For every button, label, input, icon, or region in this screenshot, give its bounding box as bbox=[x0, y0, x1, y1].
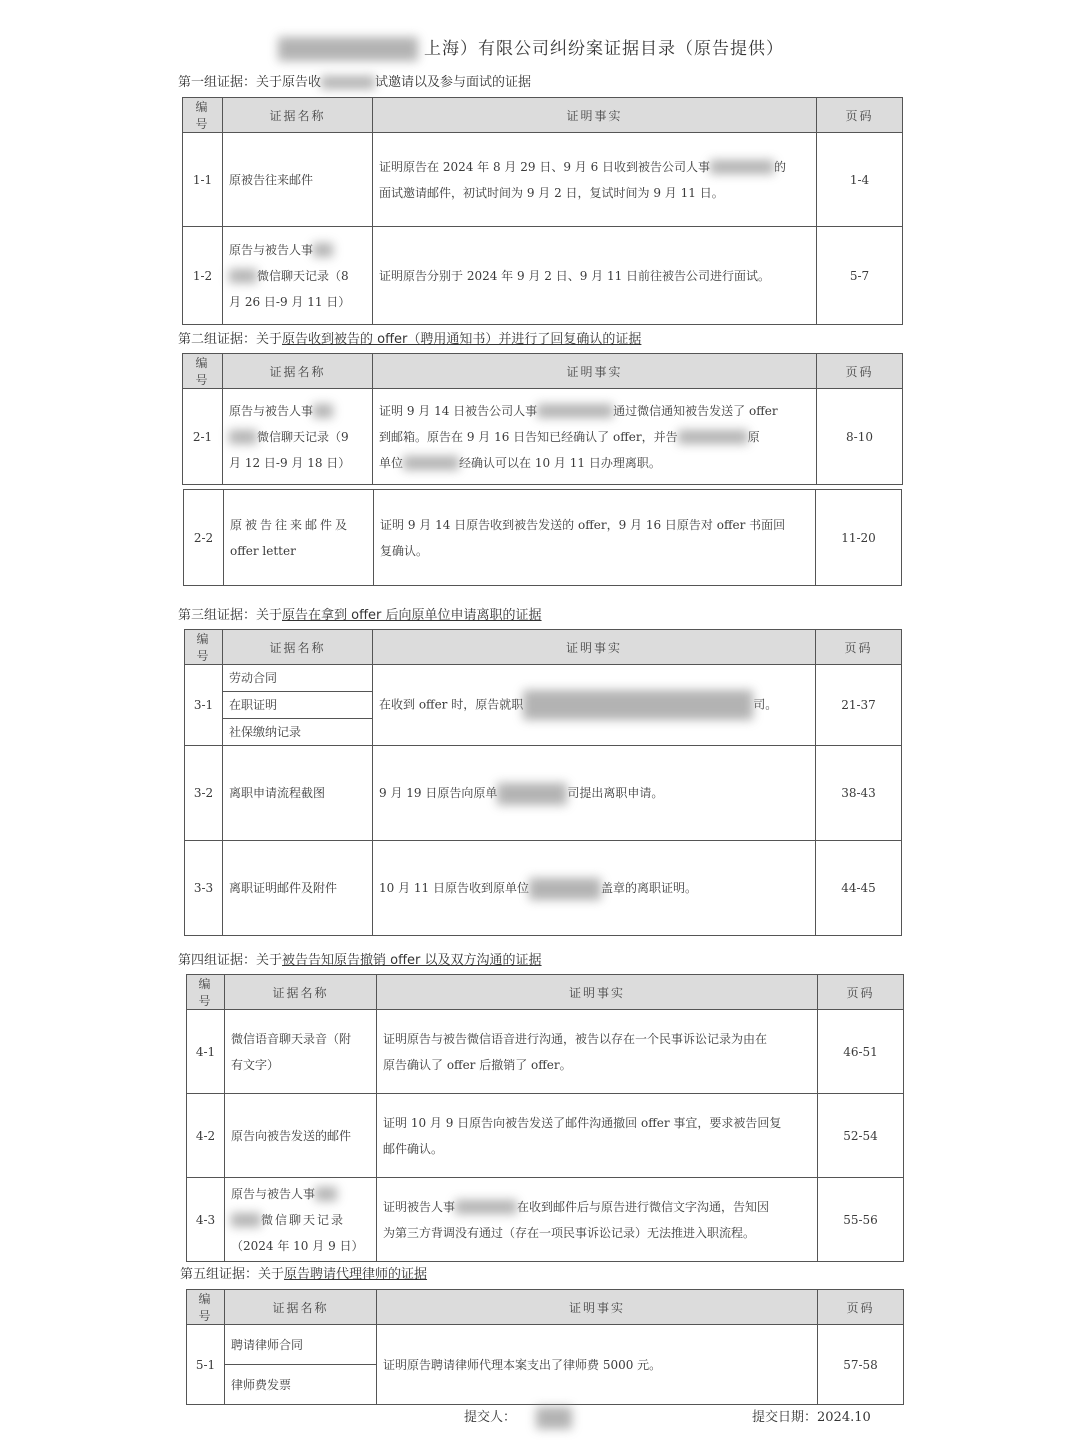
header-fact: 证明事实 bbox=[373, 98, 817, 133]
header-page: 页码 bbox=[817, 98, 903, 133]
table-row: 4-2 原告向被告发送的邮件 证明 10 月 9 日原告向被告发送了邮件沟通撤回 offer 事宜，要求被告回复 邮件确认。 52-54 bbox=[187, 1094, 904, 1178]
header-no: 编号 bbox=[183, 98, 223, 133]
group-4-heading: 第四组证据：关于被告告知原告撤销 offer 以及双方沟通的证据 bbox=[178, 953, 542, 968]
evidence-table-5: 编号 证据名称 证明事实 页码 5-1 聘请律师合同 证明原告聘请律师代理本案支出了律师费 5000 元。 57-58 律师费发票 bbox=[186, 1289, 904, 1405]
evidence-table-3: 编号 证据名称 证明事实 页码 3-1 劳动合同 在收到 offer 时，原告就职 司。 21-37 在职证明 社保缴纳记录 3-2 离职申请流程截图 9 月 19 日原告向原单 司提出离职申请。 38-43 3-3 离职证明邮件及附件 10 月 11 日原告收到原单位 盖章的离职证明。 44-45 bbox=[184, 629, 902, 936]
group-2-heading: 第二组证据：关于原告收到被告的 offer（聘用通知书）并进行了回复确认的证据 bbox=[178, 332, 642, 347]
evidence-table-2a: 编号 证据名称 证明事实 页码 2-1 原告与被告人事 微信聊天记录（9 月 12 日-9 月 18 日） 证明 9 月 14 日被告公司人事 通过微信通知被告发送了 offer 到邮箱。原告在 9 月 16 日告知已经确认了 offer，并告 原 单位 经确认可以在 10 月 11 日办理离职。 8-10 bbox=[182, 353, 903, 485]
table-row: 社保缴纳记录 bbox=[185, 719, 902, 746]
table-row: 4-3 原告与被告人事 微信聊天记录 （2024 年 10 月 9 日） 证明被告人事 在收到邮件后与原告进行微信文字沟通，告知因 为第三方背调没有通过（存在一项民事诉讼记录）无法推进入职流程。 55-56 bbox=[187, 1178, 904, 1262]
group-3-heading: 第三组证据：关于原告在拿到 offer 后向原单位申请离职的证据 bbox=[178, 608, 542, 623]
submit-date: 提交日期：2024.10 bbox=[752, 1410, 871, 1425]
table-row: 3-1 劳动合同 在收到 offer 时，原告就职 司。 21-37 bbox=[185, 665, 902, 692]
table-row: 1-1 原被告往来邮件 证明原告在 2024 年 8 月 29 日、9 月 6 日收到被告公司人事 的 面试邀请邮件，初试时间为 9 月 2 日，复试时间为 9 月 11 日。 1-4 bbox=[183, 133, 903, 227]
evidence-table-1 bbox=[182, 97, 903, 325]
table-row: 3-3 离职证明邮件及附件 10 月 11 日原告收到原单位 盖章的离职证明。 44-45 bbox=[185, 841, 902, 936]
document-title: 上海）有限公司纠纷案证据目录（原告提供） bbox=[180, 34, 960, 61]
table-row: 1-2 原告与被告人事 微信聊天记录（8 月 26 日-9 月 11 日） 证明原告分别于 2024 年 9 月 2 日、9 月 11 日前往被告公司进行面试。 5-7 bbox=[183, 227, 903, 325]
group-5-heading: 第五组证据：关于原告聘请代理律师的证据 bbox=[180, 1267, 428, 1282]
header-name: 证据名称 bbox=[223, 98, 373, 133]
table-row: 2-2 原被告往来邮件及 offer letter 证明 9 月 14 日原告收到被告发送的 offer，9 月 16 日原告对 offer 书面回 复确认。 11-20 bbox=[184, 490, 902, 586]
evidence-table-4: 编号 证据名称 证明事实 页码 4-1 微信语音聊天录音（附 有文字） 证明原告与被告微信语音进行沟通，被告以存在一个民事诉讼记录为由在 原告确认了 offer 后撤销了 offer。 46-51 4-2 原告向被告发送的邮件 证明 10 月 9 日原告向被告发送了邮件沟通撤回 offer 事宜，要求被告回复 邮件确认。 52-54 4-3 原告与被告人事 微信聊天记录 （2024 年 10 月 9 日） 证明被告人事 在收到邮件后与原告进行微信文字沟通，告知因 为第三方背调没有通过（存在一项民事诉讼记录）无法推进入职流程。 55-56 bbox=[186, 974, 904, 1262]
table-row: 2-1 原告与被告人事 微信聊天记录（9 月 12 日-9 月 18 日） 证明 9 月 14 日被告公司人事 通过微信通知被告发送了 offer 到邮箱。原告在 9 月 16 日告知已经确认了 offer，并告 原 单位 经确认可以在 10 月 11 日办理离职。 8-10 bbox=[183, 389, 903, 485]
table-row: 律师费发票 bbox=[187, 1365, 904, 1405]
redaction bbox=[321, 76, 375, 89]
table-row: 3-2 离职申请流程截图 9 月 19 日原告向原单 司提出离职申请。 38-43 bbox=[185, 746, 902, 841]
table-row: 在职证明 bbox=[185, 692, 902, 719]
evidence-table-2b bbox=[183, 489, 902, 586]
redaction bbox=[278, 37, 418, 61]
table-row: 4-1 微信语音聊天录音（附 有文字） 证明原告与被告微信语音进行沟通，被告以存在一个民事诉讼记录为由在 原告确认了 offer 后撤销了 offer。 46-51 bbox=[187, 1010, 904, 1094]
table-row: 5-1 聘请律师合同 证明原告聘请律师代理本案支出了律师费 5000 元。 57-58 bbox=[187, 1325, 904, 1365]
submitter: 提交人： bbox=[464, 1406, 572, 1429]
group-1-heading: 第一组证据：关于原告收 试邀请以及参与面试的证据 bbox=[178, 75, 532, 90]
